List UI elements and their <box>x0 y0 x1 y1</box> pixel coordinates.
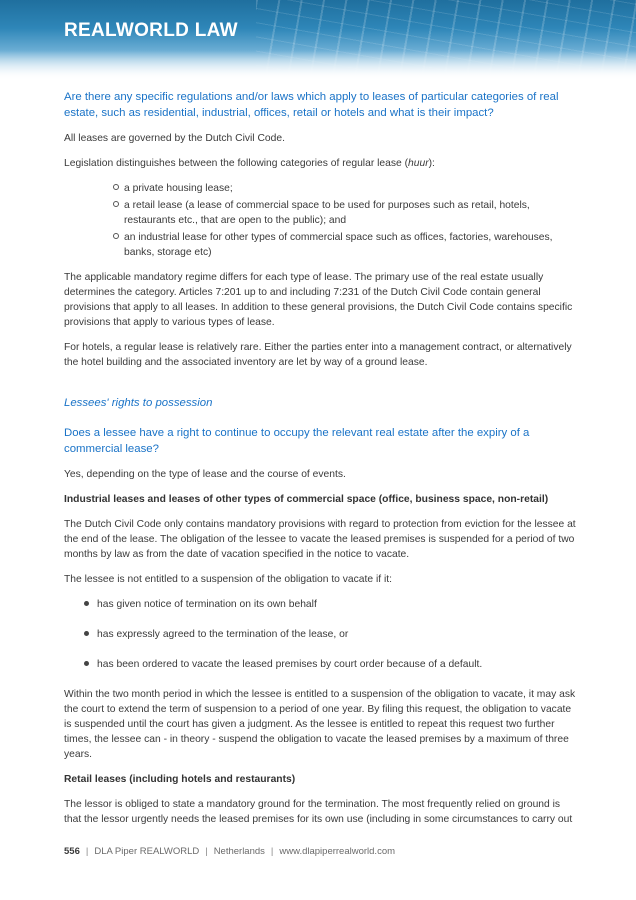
condition-list <box>64 597 576 672</box>
publication-name: DLA Piper REALWORLD <box>94 846 200 857</box>
list-item: has expressly agreed to the termination of the lease, or <box>64 627 576 642</box>
list-item: a private housing lease; <box>64 181 576 196</box>
subheading-industrial: Industrial leases and leases of other types of commercial space (office, business space, non-retail) <box>64 494 549 505</box>
section-heading: Lessees' rights to possession <box>64 397 213 409</box>
document-body <box>64 89 576 837</box>
paragraph: The lessee is not entitled to a suspension of the obligation to vacate if it: <box>64 574 392 585</box>
brand-title: REALWORLD LAW <box>64 20 238 41</box>
list-item: has given notice of termination on its own behalf <box>64 597 576 612</box>
lease-category-list <box>64 181 576 260</box>
page-number: 556 <box>64 846 80 857</box>
paragraph: Legislation distinguishes between the following categories of regular lease (huur): <box>64 158 435 169</box>
paragraph: For hotels, a regular lease is relatively rare. Either the parties enter into a management contract, or alternatively the hotel building and the associated inventory are let by way of a ground lease. <box>64 342 572 368</box>
paragraph: All leases are governed by the Dutch Civil Code. <box>64 133 285 144</box>
country-name: Netherlands <box>213 846 265 857</box>
paragraph: Within the two month period in which the lessee is entitled to a suspension of the obligation to vacate, it may ask the court to extend the term of suspension to a period of one year. By filing this request, the obligation to vacate is suspended until the court has given a judgment. As the lessee is entitled to repeat this request two further times, the lessee can - in theory - suspend the obligation to vacate the leased premises by a maximum of three years. <box>64 689 576 760</box>
term-huur: huur <box>408 158 429 169</box>
paragraph: The applicable mandatory regime differs for each type of lease. The primary use of the real estate usually determines the category. Articles 7:201 up to and including 7:231 of the Dutch Civil Code contain general provisions that apply to all leases. In addition to these general provisions, the Dutch Civil Code contains specific provisions that apply to various types of lease. <box>64 272 573 328</box>
paragraph: The Dutch Civil Code only contains mandatory provisions with regard to protection from eviction for the lessee at the end of the lease. The obligation of the lessee to vacate the leased premises is suspended for a period of two months by law as from the date of vacation specified in the notice to vacate. <box>64 519 576 560</box>
page-footer: 556 | DLA Piper REALWORLD | Netherlands | www.dlapiperrealworld.com <box>64 846 396 857</box>
list-item: an industrial lease for other types of commercial space such as offices, factories, warehouses, banks, storage etc) <box>64 230 576 260</box>
header-banner <box>0 0 636 80</box>
website-link[interactable]: www.dlapiperrealworld.com <box>279 846 396 857</box>
question-right-to-occupy: Does a lessee have a right to continue to occupy the relevant real estate after the expiry of a commercial lease? <box>64 427 530 455</box>
question-lease-categories: Are there any specific regulations and/or laws which apply to leases of particular categories of real estate, such as residential, industrial, offices, retail or hotels and what is their impact? <box>64 91 559 119</box>
paragraph: The lessor is obliged to state a mandatory ground for the termination. The most frequently relied on ground is that the lessor urgently needs the leased premises for its own use (including in some circumstances to carry out <box>64 799 573 825</box>
list-item: has been ordered to vacate the leased premises by court order because of a default. <box>64 657 576 672</box>
subheading-retail: Retail leases (including hotels and restaurants) <box>64 774 296 785</box>
paragraph: Yes, depending on the type of lease and the course of events. <box>64 469 346 480</box>
list-item: a retail lease (a lease of commercial space to be used for purposes such as retail, hotels, restaurants etc., that are open to the public); and <box>64 198 576 228</box>
